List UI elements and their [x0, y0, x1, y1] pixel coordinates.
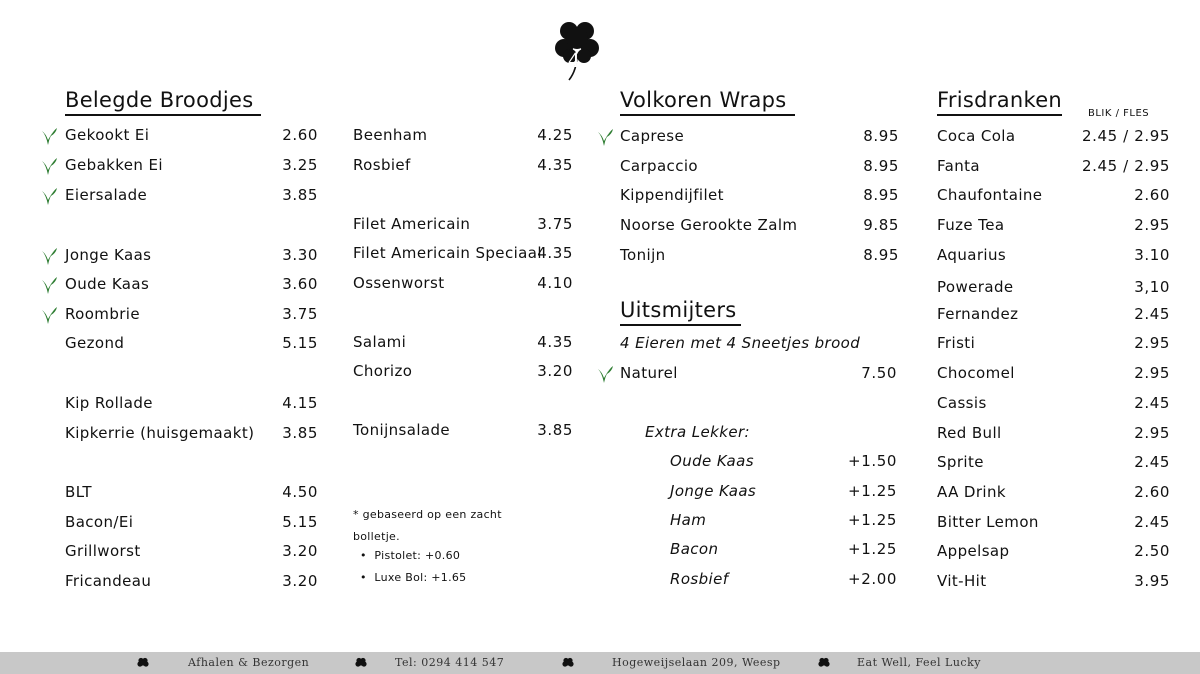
- menu-item-name: Ham: [670, 511, 707, 529]
- drinks-column-note: BLIK / FLES: [1088, 108, 1150, 119]
- bread-note: * gebaseerd op een zacht bolletje.: [353, 508, 502, 543]
- menu-item-price: 2.45: [1134, 305, 1170, 323]
- bullet-text: Pistolet: +0.60: [374, 549, 461, 562]
- clover-icon: [355, 657, 367, 669]
- note-bullet: [360, 571, 466, 584]
- menu-item-price: +1.25: [848, 511, 897, 529]
- menu-item-price: 5.15: [282, 513, 318, 531]
- bullet-text: Luxe Bol: +1.65: [374, 571, 467, 584]
- menu-item-price: 4.35: [537, 156, 573, 174]
- menu-item-price: 3.20: [282, 542, 318, 560]
- footer-text: Hogeweijselaan 209, Weesp: [612, 656, 781, 669]
- menu-item-name: Naturel: [620, 364, 678, 382]
- menu-item-name: Jonge Kaas: [670, 482, 757, 500]
- menu-item-price: 8.95: [863, 127, 899, 145]
- menu-item-name: Carpaccio: [620, 157, 698, 175]
- menu-item-price: 3.85: [537, 421, 573, 439]
- vegetarian-icon: [596, 365, 614, 385]
- menu-item-name: Aquarius: [937, 246, 1007, 264]
- menu-item-name: Chorizo: [353, 362, 413, 380]
- menu-item-name: Chocomel: [937, 364, 1015, 382]
- menu-item-price: 3.20: [282, 572, 318, 590]
- footer-text: Tel: 0294 414 547: [395, 656, 505, 669]
- menu-item-name: Red Bull: [937, 424, 1002, 442]
- menu-item-price: 4.35: [537, 333, 573, 351]
- menu-item-price: 2.95: [1134, 216, 1170, 234]
- logo: [553, 18, 601, 82]
- menu-item-name: Tonijn: [620, 246, 666, 264]
- menu-item-price: 3.20: [537, 362, 573, 380]
- menu-item-name: Bacon: [670, 540, 719, 558]
- menu-item-price: 4.25: [537, 126, 573, 144]
- menu-item-price: 4.50: [282, 483, 318, 501]
- menu-item-name: Powerade: [937, 278, 1014, 296]
- menu-item-price: 3.75: [282, 305, 318, 323]
- clover-icon: [137, 657, 149, 669]
- menu-item-price: 4.35: [537, 244, 573, 262]
- menu-item-price: 2.60: [282, 126, 318, 144]
- menu-item-price: 2.50: [1134, 542, 1170, 560]
- menu-item-price: 2.45: [1134, 513, 1170, 531]
- menu-item-name: Cassis: [937, 394, 987, 412]
- menu-item-name: Jonge Kaas: [65, 246, 152, 264]
- menu-item-name: Bacon/Ei: [65, 513, 134, 531]
- menu-item-name: Gebakken Ei: [65, 156, 163, 174]
- menu-item-name: Coca Cola: [937, 127, 1016, 145]
- menu-item-name: Sprite: [937, 453, 984, 471]
- clover-icon: [562, 657, 574, 669]
- vegetarian-icon: [40, 247, 58, 267]
- menu-item-price: 8.95: [863, 186, 899, 204]
- vegetarian-icon: [596, 128, 614, 148]
- menu-item-name: BLT: [65, 483, 92, 501]
- menu-item-price: 2.95: [1134, 364, 1170, 382]
- menu-item-name: Chaufontaine: [937, 186, 1043, 204]
- menu-item-price: 2.95: [1134, 424, 1170, 442]
- menu-item-name: Beenham: [353, 126, 428, 144]
- menu-item-price: +2.00: [848, 570, 897, 588]
- menu-item-name: Fuze Tea: [937, 216, 1005, 234]
- menu-item-name: Oude Kaas: [65, 275, 150, 293]
- vegetarian-icon: [40, 276, 58, 296]
- menu-item-price: 2.45 / 2.95: [1082, 127, 1170, 145]
- uitsmijters-subtitle: 4 Eieren met 4 Sneetjes brood: [620, 334, 861, 352]
- menu-item-price: 2.60: [1134, 186, 1170, 204]
- menu-item-price: 8.95: [863, 157, 899, 175]
- menu-item-name: Roombrie: [65, 305, 140, 323]
- menu-item-price: 3,10: [1134, 278, 1170, 296]
- menu-item-name: Kippendijfilet: [620, 186, 724, 204]
- menu-item-name: Kipkerrie (huisgemaakt): [65, 424, 255, 442]
- menu-item-name: Filet Americain: [353, 215, 471, 233]
- menu-item-name: Fricandeau: [65, 572, 152, 590]
- note-bullet: [360, 549, 460, 562]
- section-title-broodjes: Belegde Broodjes: [65, 88, 261, 116]
- menu-item-price: +1.50: [848, 452, 897, 470]
- menu-item-name: Bitter Lemon: [937, 513, 1039, 531]
- bullet-dot: •: [360, 571, 375, 584]
- menu-item-price: 3.95: [1134, 572, 1170, 590]
- footer-text: Afhalen & Bezorgen: [188, 656, 310, 669]
- vegetarian-icon: [40, 157, 58, 177]
- menu-item-name: Fernandez: [937, 305, 1019, 323]
- menu-item-price: 3.85: [282, 424, 318, 442]
- menu-item-name: Filet Americain Speciaal: [353, 244, 542, 262]
- menu-item-price: 3.25: [282, 156, 318, 174]
- menu-item-price: +1.25: [848, 540, 897, 558]
- menu-item-name: Fanta: [937, 157, 981, 175]
- menu-item-name: Vit-Hit: [937, 572, 987, 590]
- menu-item-price: 5.15: [282, 334, 318, 352]
- menu-item-price: 2.45: [1134, 453, 1170, 471]
- menu-item-name: Ossenworst: [353, 274, 445, 292]
- menu-item-name: Grillworst: [65, 542, 141, 560]
- clover-icon: [818, 657, 830, 669]
- menu-item-price: 9.85: [863, 216, 899, 234]
- extra-title: Extra Lekker:: [645, 423, 750, 441]
- menu-item-price: 3.75: [537, 215, 573, 233]
- menu-item-price: 2.95: [1134, 334, 1170, 352]
- menu-item-price: 3.30: [282, 246, 318, 264]
- footer-bar: [0, 652, 1200, 674]
- section-title-frisdranken: Frisdranken: [937, 88, 1062, 116]
- menu-item-name: Rosbief: [353, 156, 411, 174]
- vegetarian-icon: [40, 127, 58, 147]
- section-title-uitsmijters: Uitsmijters: [620, 298, 741, 326]
- menu-item-name: Noorse Gerookte Zalm: [620, 216, 798, 234]
- section-title-wraps: Volkoren Wraps: [620, 88, 795, 116]
- menu-item-name: Rosbief: [670, 570, 729, 588]
- vegetarian-icon: [40, 306, 58, 326]
- menu-item-price: 4.15: [282, 394, 318, 412]
- menu-item-name: Caprese: [620, 127, 685, 145]
- menu-item-price: 2.60: [1134, 483, 1170, 501]
- menu-item-price: +1.25: [848, 482, 897, 500]
- menu-item-name: Gekookt Ei: [65, 126, 150, 144]
- logo-number: 4: [568, 48, 581, 72]
- menu-item-name: Appelsap: [937, 542, 1010, 560]
- menu-item-name: AA Drink: [937, 483, 1006, 501]
- footer-text: Eat Well, Feel Lucky: [857, 656, 981, 669]
- menu-item-price: 4.10: [537, 274, 573, 292]
- vegetarian-icon: [40, 187, 58, 207]
- menu-item-price: 3.85: [282, 186, 318, 204]
- menu-item-price: 3.10: [1134, 246, 1170, 264]
- menu-item-price: 7.50: [861, 364, 897, 382]
- menu-item-name: Oude Kaas: [670, 452, 754, 470]
- menu-item-name: Salami: [353, 333, 407, 351]
- menu-item-price: 3.60: [282, 275, 318, 293]
- menu-item-name: Fristi: [937, 334, 976, 352]
- menu-item-price: 8.95: [863, 246, 899, 264]
- menu-item-name: Tonijnsalade: [353, 421, 451, 439]
- menu-item-price: 2.45 / 2.95: [1082, 157, 1170, 175]
- menu-item-name: Eiersalade: [65, 186, 148, 204]
- menu-item-price: 2.45: [1134, 394, 1170, 412]
- bullet-dot: •: [360, 549, 375, 562]
- menu-item-name: Gezond: [65, 334, 125, 352]
- menu-item-name: Kip Rollade: [65, 394, 153, 412]
